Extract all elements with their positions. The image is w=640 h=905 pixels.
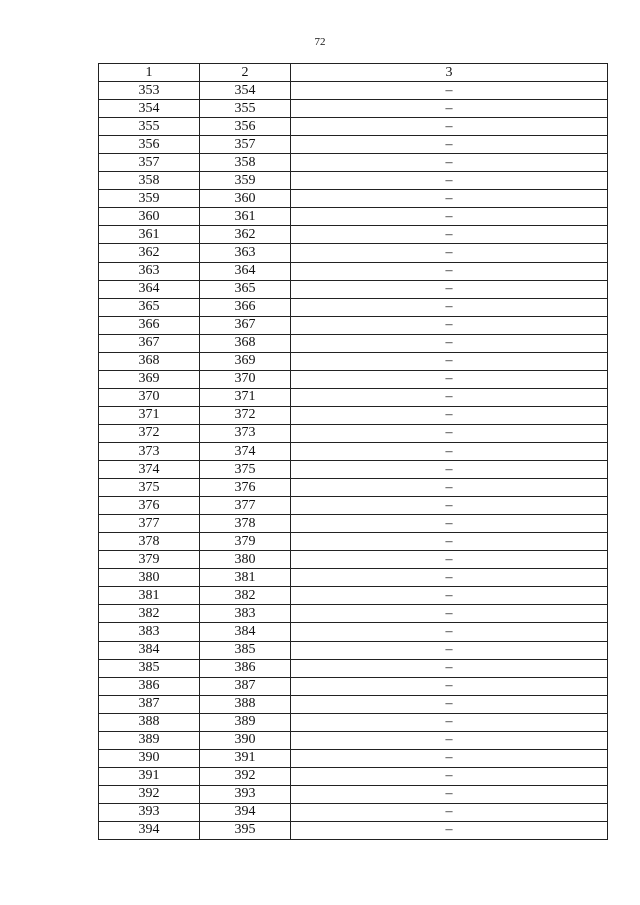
table-cell: –: [291, 352, 608, 370]
table-row: [99, 154, 608, 172]
table-row: [99, 533, 608, 551]
table-cell: –: [291, 587, 608, 605]
table-cell: 367: [200, 316, 291, 334]
table-cell: 386: [200, 659, 291, 677]
table-row: [99, 118, 608, 136]
table-cell: 365: [200, 280, 291, 298]
table-cell: –: [291, 695, 608, 713]
page-number: 72: [314, 36, 326, 48]
table-row: [99, 695, 608, 713]
table-row: [99, 262, 608, 280]
table-row: [99, 352, 608, 370]
table-cell: 374: [200, 442, 291, 460]
table-cell: 393: [200, 785, 291, 803]
table-row: [99, 803, 608, 821]
table-cell: 366: [200, 298, 291, 316]
table-cell: 361: [99, 226, 200, 244]
table-cell: –: [291, 244, 608, 262]
table-cell: 394: [99, 821, 200, 839]
table-cell: 389: [99, 731, 200, 749]
table-row: [99, 623, 608, 641]
table-row: [99, 677, 608, 695]
table-row: [99, 479, 608, 497]
table-cell: 384: [200, 623, 291, 641]
table-cell: 370: [200, 370, 291, 388]
table-cell: 366: [99, 316, 200, 334]
table-cell: 354: [200, 82, 291, 100]
table-cell: 362: [200, 226, 291, 244]
table-cell: 380: [200, 551, 291, 569]
table-cell: –: [291, 767, 608, 785]
table-row: [99, 641, 608, 659]
column-header: 2: [200, 64, 291, 82]
table-cell: 359: [99, 190, 200, 208]
table-row: [99, 569, 608, 587]
table-row: [99, 298, 608, 316]
table-cell: –: [291, 82, 608, 100]
table-row: [99, 82, 608, 100]
table-cell: 377: [200, 497, 291, 515]
table-row: [99, 226, 608, 244]
table-row: [99, 424, 608, 442]
table-cell: 360: [99, 208, 200, 226]
table-cell: –: [291, 370, 608, 388]
table-cell: 356: [99, 136, 200, 154]
table-cell: 384: [99, 641, 200, 659]
table-cell: 357: [200, 136, 291, 154]
table-cell: 371: [200, 388, 291, 406]
table-cell: –: [291, 659, 608, 677]
table-cell: 379: [200, 533, 291, 551]
table-cell: 385: [200, 641, 291, 659]
table-cell: 381: [200, 569, 291, 587]
table-row: [99, 551, 608, 569]
table-cell: 378: [200, 515, 291, 533]
table-cell: 368: [99, 352, 200, 370]
table-cell: 371: [99, 406, 200, 424]
table-cell: –: [291, 298, 608, 316]
table-row: [99, 659, 608, 677]
table-cell: –: [291, 461, 608, 479]
table-row: [99, 605, 608, 623]
table-cell: 385: [99, 659, 200, 677]
table-cell: –: [291, 749, 608, 767]
table-cell: 355: [200, 100, 291, 118]
table-cell: 389: [200, 713, 291, 731]
table-cell: –: [291, 100, 608, 118]
table-cell: –: [291, 497, 608, 515]
table-cell: 355: [99, 118, 200, 136]
table-cell: –: [291, 334, 608, 352]
table-cell: –: [291, 388, 608, 406]
table-cell: 387: [99, 695, 200, 713]
table-cell: 353: [99, 82, 200, 100]
table-cell: –: [291, 316, 608, 334]
table-cell: 375: [200, 461, 291, 479]
table-row: [99, 100, 608, 118]
table-cell: 358: [200, 154, 291, 172]
table-row: [99, 136, 608, 154]
table-cell: –: [291, 154, 608, 172]
data-table: [98, 63, 608, 840]
table-cell: 395: [200, 821, 291, 839]
table-cell: –: [291, 262, 608, 280]
table-cell: 387: [200, 677, 291, 695]
table-cell: 356: [200, 118, 291, 136]
table-row: [99, 208, 608, 226]
table-cell: 360: [200, 190, 291, 208]
table-cell: 369: [200, 352, 291, 370]
table-cell: 382: [99, 605, 200, 623]
table-row: [99, 515, 608, 533]
table-row: [99, 821, 608, 839]
table-cell: 392: [200, 767, 291, 785]
table-cell: –: [291, 190, 608, 208]
table-row: [99, 172, 608, 190]
table-cell: –: [291, 136, 608, 154]
table-cell: –: [291, 551, 608, 569]
table-cell: –: [291, 172, 608, 190]
table-cell: 362: [99, 244, 200, 262]
table-cell: 370: [99, 388, 200, 406]
table-cell: –: [291, 821, 608, 839]
table-cell: 367: [99, 334, 200, 352]
table-cell: 373: [99, 442, 200, 460]
column-header: 3: [291, 64, 608, 82]
table-cell: 391: [200, 749, 291, 767]
table-cell: –: [291, 208, 608, 226]
table-cell: 373: [200, 424, 291, 442]
table-cell: 372: [99, 424, 200, 442]
table-cell: 383: [99, 623, 200, 641]
table-row: [99, 388, 608, 406]
table-cell: –: [291, 442, 608, 460]
table-row: [99, 244, 608, 262]
table-cell: –: [291, 226, 608, 244]
table-cell: –: [291, 803, 608, 821]
table-cell: 376: [200, 479, 291, 497]
table-cell: 379: [99, 551, 200, 569]
table-header-row: [99, 64, 608, 82]
table-cell: 365: [99, 298, 200, 316]
table-cell: –: [291, 623, 608, 641]
table-cell: 388: [99, 713, 200, 731]
table-cell: –: [291, 118, 608, 136]
table-row: [99, 190, 608, 208]
table-cell: 394: [200, 803, 291, 821]
table-cell: –: [291, 479, 608, 497]
table-cell: –: [291, 280, 608, 298]
table-row: [99, 406, 608, 424]
table-cell: 391: [99, 767, 200, 785]
table-cell: 363: [200, 244, 291, 262]
table-cell: –: [291, 406, 608, 424]
table-cell: 372: [200, 406, 291, 424]
table-cell: –: [291, 785, 608, 803]
table-cell: 383: [200, 605, 291, 623]
table-cell: 380: [99, 569, 200, 587]
table-cell: –: [291, 731, 608, 749]
table-cell: 358: [99, 172, 200, 190]
table-row: [99, 731, 608, 749]
table-cell: 386: [99, 677, 200, 695]
table-row: [99, 370, 608, 388]
table-row: [99, 461, 608, 479]
table-cell: 361: [200, 208, 291, 226]
table-cell: 354: [99, 100, 200, 118]
table-cell: –: [291, 605, 608, 623]
table-row: [99, 442, 608, 460]
table-cell: –: [291, 515, 608, 533]
table-row: [99, 749, 608, 767]
table-cell: –: [291, 533, 608, 551]
table-cell: 390: [200, 731, 291, 749]
table-row: [99, 280, 608, 298]
table-cell: 382: [200, 587, 291, 605]
table-cell: 388: [200, 695, 291, 713]
table-row: [99, 497, 608, 515]
table-cell: 369: [99, 370, 200, 388]
table-cell: 390: [99, 749, 200, 767]
table-row: [99, 316, 608, 334]
table-cell: 375: [99, 479, 200, 497]
table-cell: 377: [99, 515, 200, 533]
table-cell: 393: [99, 803, 200, 821]
table-cell: –: [291, 713, 608, 731]
table-cell: 381: [99, 587, 200, 605]
table-cell: –: [291, 424, 608, 442]
table-cell: 364: [200, 262, 291, 280]
table-cell: –: [291, 641, 608, 659]
table-cell: 392: [99, 785, 200, 803]
table-row: [99, 334, 608, 352]
table-cell: 359: [200, 172, 291, 190]
table-body: [99, 82, 608, 840]
table-cell: –: [291, 569, 608, 587]
table-row: [99, 713, 608, 731]
table-cell: 368: [200, 334, 291, 352]
table-row: [99, 785, 608, 803]
table-cell: 357: [99, 154, 200, 172]
table-cell: –: [291, 677, 608, 695]
table-cell: 378: [99, 533, 200, 551]
table-cell: 374: [99, 461, 200, 479]
table-row: [99, 587, 608, 605]
table-cell: 376: [99, 497, 200, 515]
table-row: [99, 767, 608, 785]
table-cell: 363: [99, 262, 200, 280]
column-header: 1: [99, 64, 200, 82]
table-cell: 364: [99, 280, 200, 298]
